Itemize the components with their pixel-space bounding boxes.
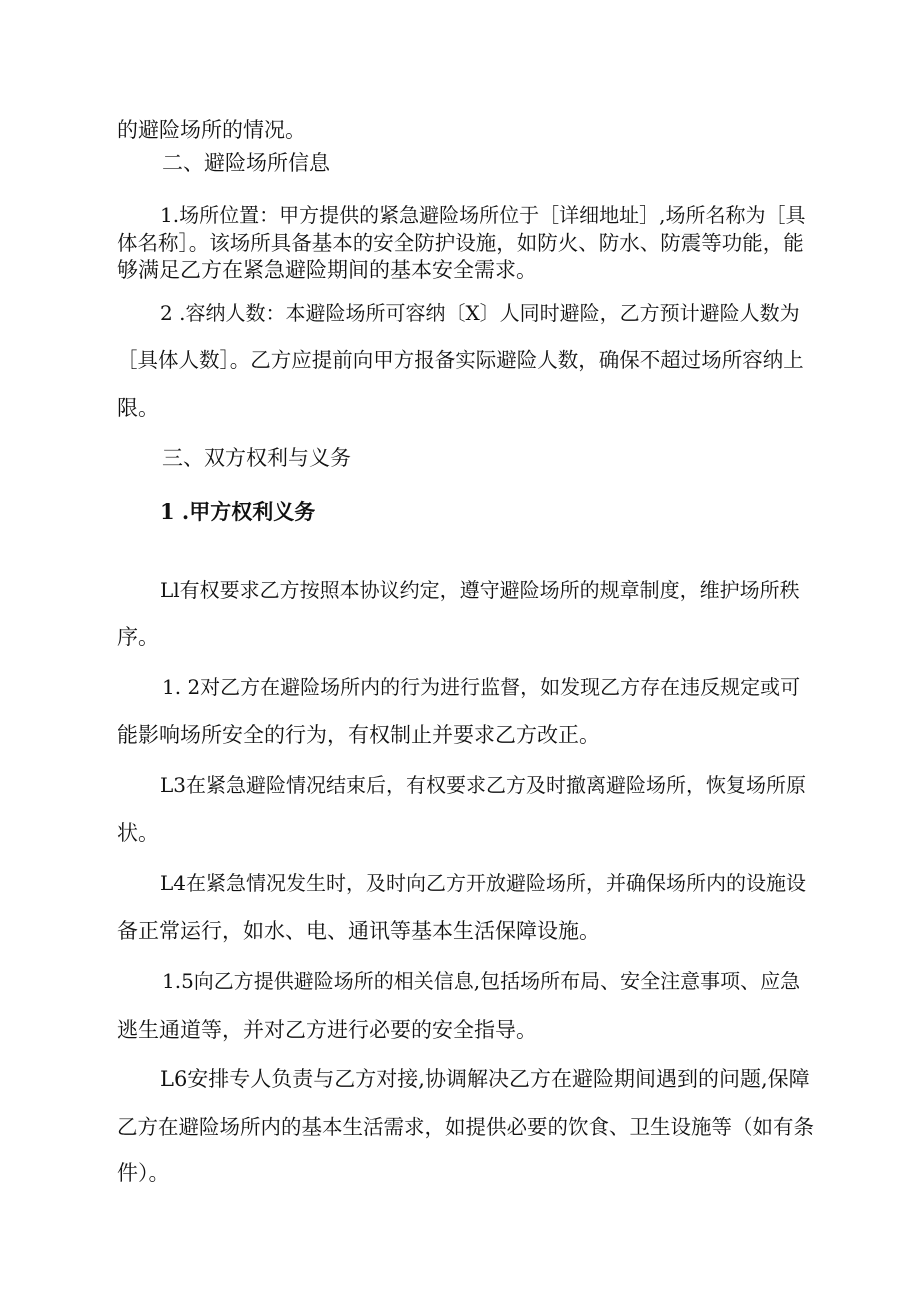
- text-line-12: 序。: [117, 625, 159, 649]
- section-heading-3: 三、双方权利与义务: [162, 446, 351, 470]
- text-line-3: 1.场所位置：甲方提供的紧急避险场所位于［详细地址］,场所名称为［具: [160, 203, 806, 227]
- text-line-5: 够满足乙方在紧急避险期间的基本安全需求。: [117, 258, 537, 282]
- text-line-22: 乙方在避险场所内的基本生活需求，如提供必要的饮食、卫生设施等（如有条: [117, 1115, 814, 1139]
- text-line-1: 的避险场所的情况。: [117, 118, 306, 142]
- section-heading-2: 二、避险场所信息: [162, 151, 330, 175]
- text-line-17: L4在紧急情况发生时，及时向乙方开放避险场所，并确保场所内的设施设: [160, 871, 807, 895]
- text-line-20: 逃生通道等，并对乙方进行必要的安全指导。: [117, 1018, 537, 1042]
- text-line-8: 限。: [117, 396, 159, 420]
- text-line-14: 能影响场所安全的行为，有权制止并要求乙方改正。: [117, 723, 600, 747]
- text-line-11: Ll有权要求乙方按照本协议约定，遵守避险场所的规章制度，维护场所秩: [160, 578, 800, 602]
- text-line-18: 备正常运行，如水、电、通讯等基本生活保障设施。: [117, 919, 600, 943]
- text-line-7: ［具体人数］。乙方应提前向甲方报备实际避险人数，确保不超过场所容纳上: [117, 348, 804, 372]
- text-line-13: 1. 2对乙方在避险场所内的行为进行监督，如发现乙方存在违反规定或可: [162, 675, 801, 699]
- text-line-15: L3在紧急避险情况结束后，有权要求乙方及时撤离避险场所，恢复场所原: [160, 773, 807, 797]
- text-line-4: 体名称］。该场所具备基本的安全防护设施，如防火、防水、防震等功能，能: [117, 231, 804, 255]
- text-line-16: 状。: [117, 821, 159, 845]
- text-line-23: 件）。: [117, 1161, 170, 1185]
- text-line-6: 2 .容纳人数：本避险场所可容纳〔X〕人同时避险，乙方预计避险人数为: [160, 301, 800, 325]
- text-line-19: 1.5向乙方提供避险场所的相关信息,包括场所布局、安全注意事项、应急: [162, 969, 801, 993]
- subsection-heading-1: 1 .甲方权利义务: [160, 499, 316, 524]
- text-line-21: L6安排专人负责与乙方对接,协调解决乙方在避险期间遇到的问题,保障: [160, 1067, 810, 1091]
